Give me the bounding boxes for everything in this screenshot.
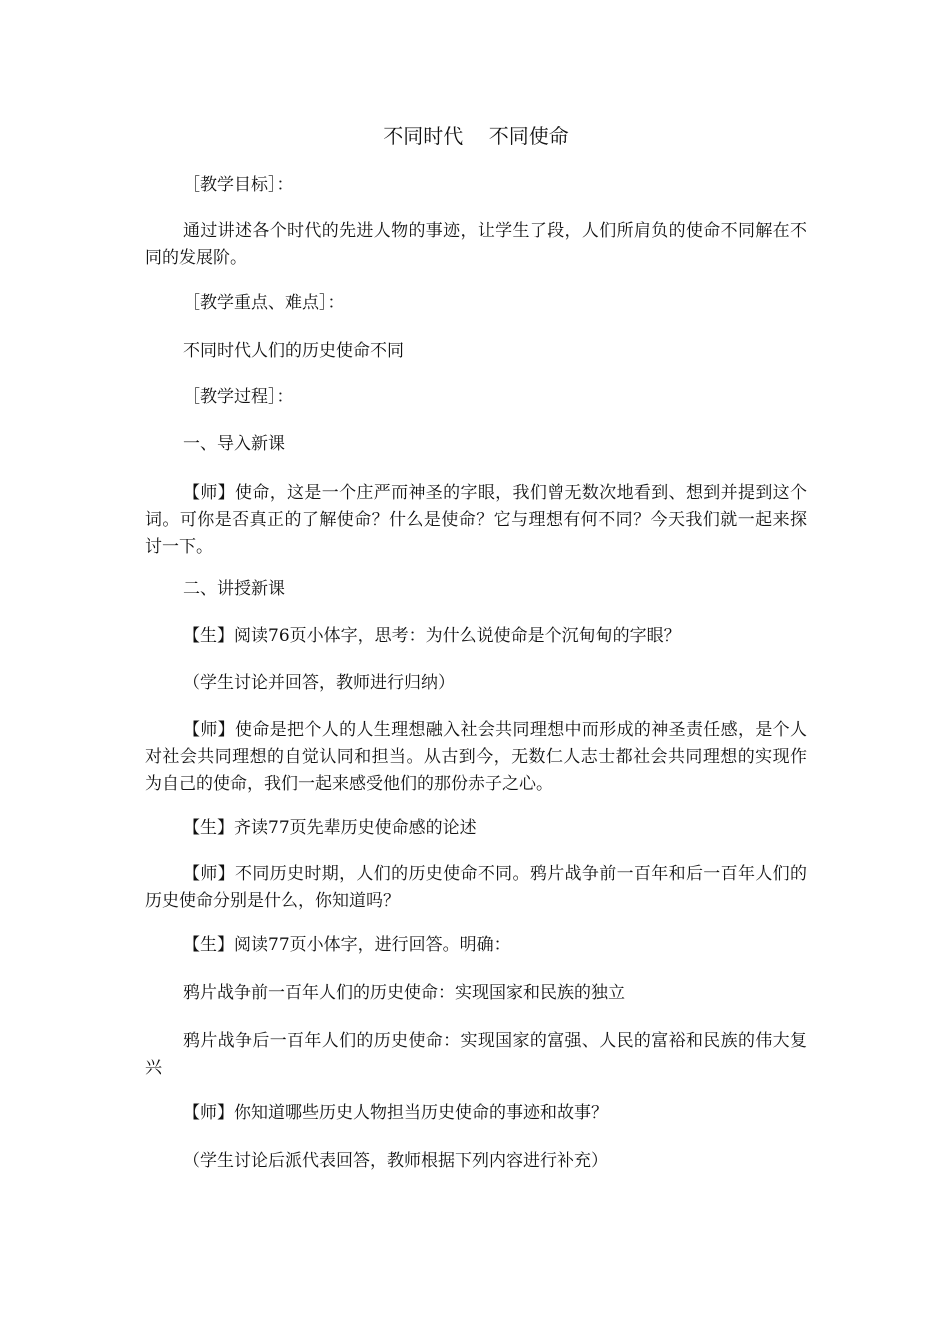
paragraph-teacher-intro: 【师】使命，这是一个庄严而神圣的字眼，我们曾无数次地看到、想到并提到这个词。可你是否真正的了解使命？什么是使命？它与理想有何不同？今天我们就一起来探讨一下。	[145, 483, 807, 557]
paragraph-discussion-note-1: （学生讨论并回答，教师进行归纳）	[183, 673, 455, 693]
paragraph-student-reading-76: 【生】阅读76页小体字，思考：为什么说使命是个沉甸甸的字眼？	[183, 626, 681, 646]
paragraph-student-answer: 【生】阅读77页小体字，进行回答。明确：	[183, 935, 511, 955]
paragraph-objectives: 通过讲述各个时代的先进人物的事迹，让学生了段，人们所肩负的使命不同解在不同的发展阶。	[145, 221, 807, 268]
section-heading-objectives: ［教学目标］：	[183, 175, 294, 195]
paragraph-teacher-stories: 【师】你知道哪些历史人物担当历史使命的事迹和故事？	[183, 1103, 608, 1123]
paragraph-teacher-question: 【师】不同历史时期，人们的历史使命不同。鸦片战争前一百年和后一百年人们的历史使命分别是什么，你知道吗？	[145, 864, 807, 911]
paragraph-step-2-heading: 二、讲授新课	[183, 579, 285, 599]
paragraph-mission-after: 鸦片战争后一百年人们的历史使命：实现国家的富强、人民的富裕和民族的伟大复兴	[145, 1031, 807, 1078]
paragraph-discussion-note-2: （学生讨论后派代表回答，教师根据下列内容进行补充）	[183, 1151, 608, 1171]
paragraph-mission-before: 鸦片战争前一百年人们的历史使命：实现国家和民族的独立	[183, 983, 625, 1003]
paragraph-teacher-definition: 【师】使命是把个人的人生理想融入社会共同理想中而形成的神圣责任感，是个人对社会共同理想的自觉认同和担当。从古到今，无数仁人志士都社会共同理想的实现作为自己的使命，我们一起来感受他们的那份赤子之心。	[145, 720, 807, 794]
paragraph-student-reading-77: 【生】齐读77页先辈历史使命感的论述	[183, 818, 477, 838]
section-heading-process: ［教学过程］：	[183, 387, 294, 407]
paragraph-key-points: 不同时代人们的历史使命不同	[183, 341, 404, 361]
section-heading-key-points: ［教学重点、难点］：	[183, 293, 345, 313]
document-title: 不同时代 不同使命	[383, 124, 569, 148]
paragraph-step-1-heading: 一、导入新课	[183, 434, 285, 454]
